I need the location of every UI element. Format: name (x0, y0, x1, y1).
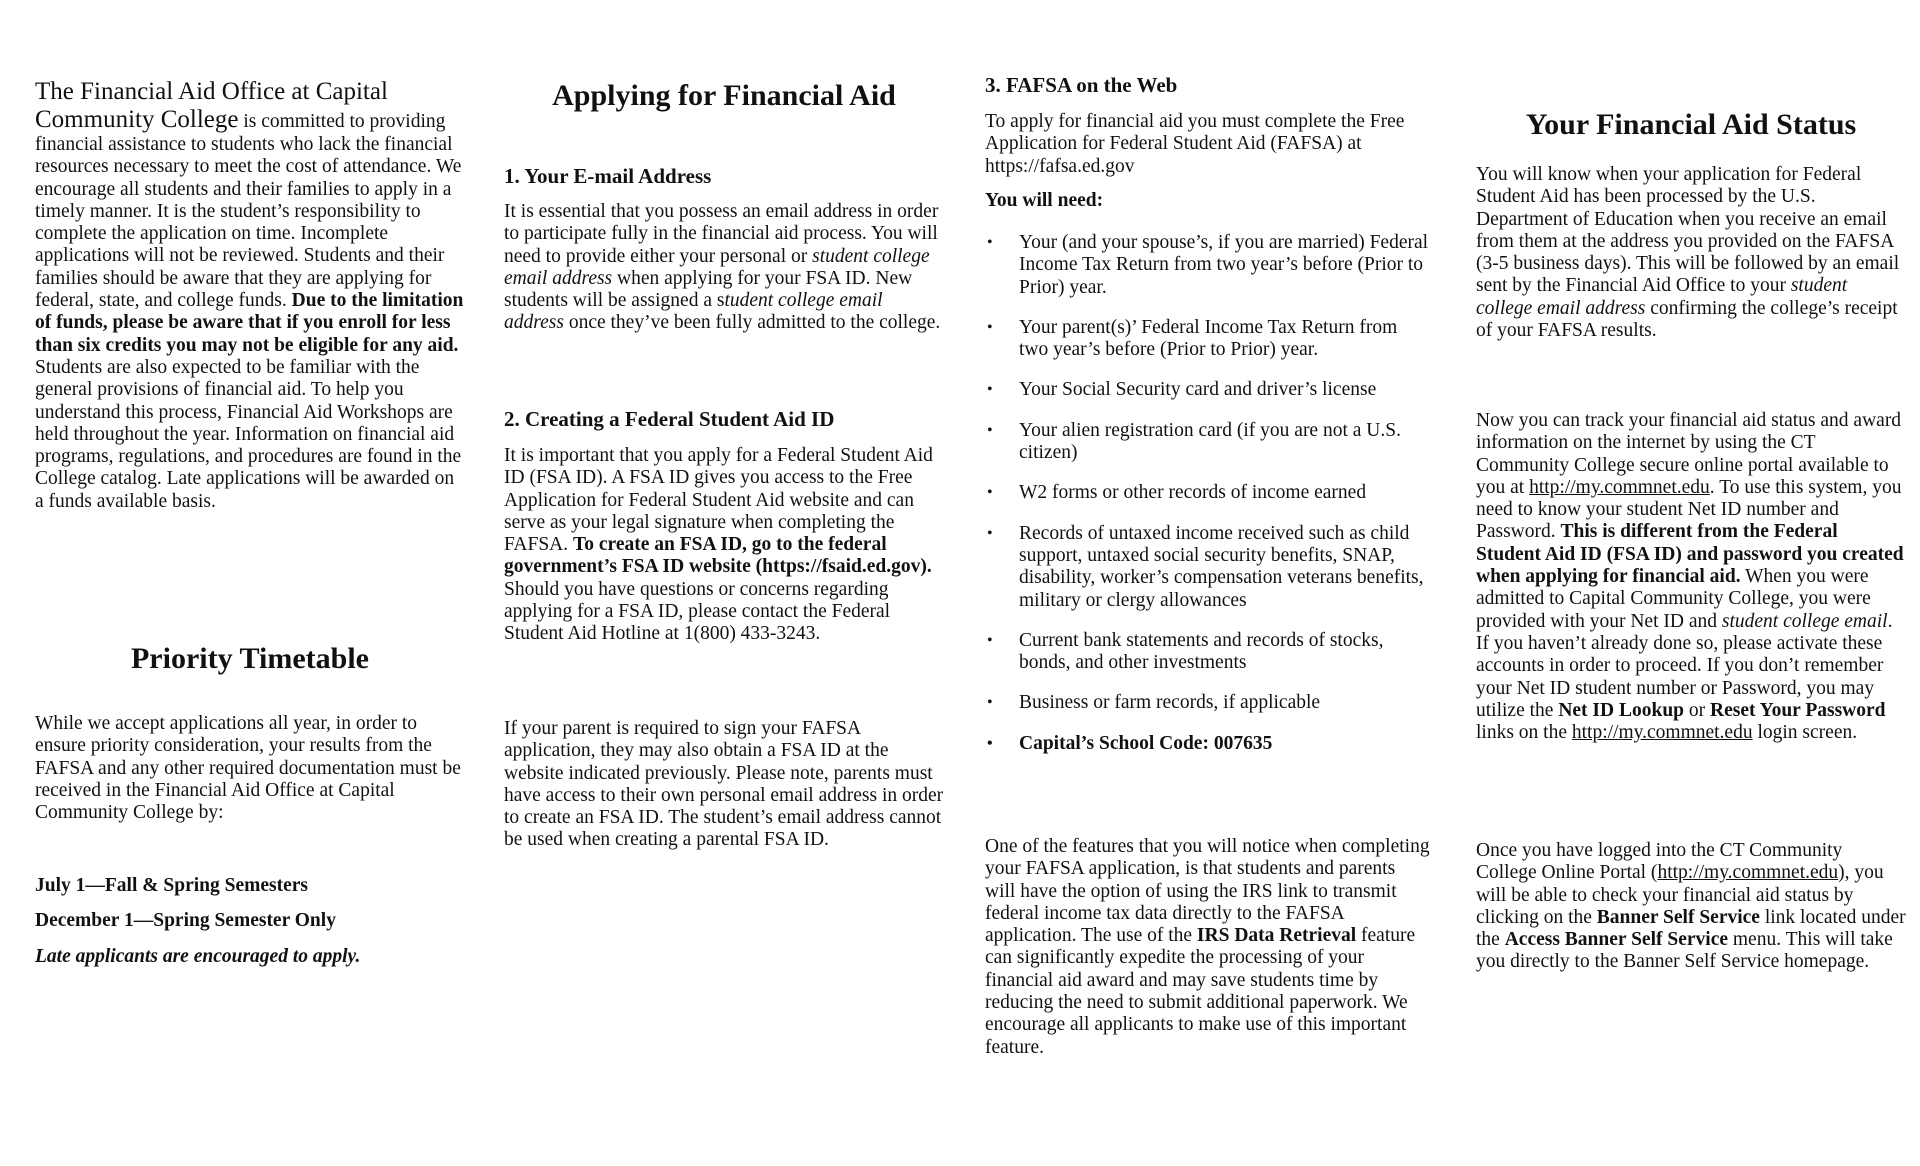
status-p2-e: or (1684, 699, 1711, 721)
intro-lead: The Financial Aid Office at Capital Community College (35, 78, 388, 133)
needed-document-text: Your Social Security card and driver’s license (1019, 379, 1377, 401)
access-banner-text: Access Banner Self Service (1504, 929, 1729, 951)
email-text-italic-1: student college email address (504, 245, 930, 289)
irs-retrieval-text (985, 836, 1430, 1059)
needed-document-item (985, 482, 1430, 504)
status-paragraph-3 (1476, 840, 1906, 974)
needed-document-text: Records of untaxed income received such as child support, untaxed social security benefits, SNAP, disability, worker’s compensation veterans benefits, military or clergy allowances (1019, 522, 1424, 611)
reset-password-text: Reset Your Password (1710, 699, 1886, 721)
needed-document-text: Capital’s School Code: 007635 (1019, 732, 1273, 754)
intro-paragraph (35, 78, 465, 513)
status-p1-italic: student college email address (1476, 275, 1848, 319)
late-applicants-note: Late applicants are encouraged to apply. (35, 946, 361, 967)
needed-document-text: Current bank statements and records of stocks, bonds, and other investments (1019, 629, 1384, 674)
fsa-text-b: Should you have questions or concerns regarding applying for a FSA ID, please contact the Federal Student Aid Hotline at 1(800) 433-3243. (504, 578, 891, 645)
bullet-icon: • (987, 734, 993, 752)
portal-link-3[interactable]: http://my.commnet.edu (1657, 862, 1839, 884)
bullet-icon: • (987, 421, 993, 439)
status-p2-italic: student college email (1721, 610, 1888, 632)
status-p2-a: Now you can track your financial aid status and award information on the internet by using the CT Community College secure online portal available to you at (1476, 410, 1902, 498)
status-p2-b: . To use this system, you need to know your student Net ID number and Password. (1476, 476, 1902, 543)
needed-document-item (985, 317, 1430, 362)
banner-self-service-text: Banner Self Service (1596, 906, 1760, 928)
priority-title: Priority Timetable (130, 642, 369, 675)
status-p3-d: menu. This will take you directly to the Banner Self Service homepage. (1476, 929, 1893, 973)
fsa-id-section-title: 2. Creating a Federal Student Aid ID (504, 407, 835, 431)
email-text-c: once they’ve been fully admitted to the college. (563, 312, 941, 334)
status-p2-d: . If you haven’t already done so, please activate these accounts in order to proceed. If you don’t remember your Net ID student number or Password, you may utilize the (1476, 610, 1893, 721)
status-p3-b: ), you will be able to check your financial aid status by clicking on the (1476, 862, 1884, 928)
bullet-icon: • (987, 631, 993, 649)
status-p2-g: login screen. (1752, 722, 1858, 744)
needed-document-item (985, 630, 1430, 675)
fsa-id-section-text (504, 445, 944, 646)
email-text-italic-2: tudent college email address (504, 290, 883, 334)
irs-text-a: One of the features that you will notice when completing your FAFSA application, is that students and parents will have the option of using the IRS link to transmit federal income tax data directly to the FAFSA application. The use of the (985, 836, 1430, 947)
you-will-need-label: You will need: (985, 190, 1104, 211)
needed-document-item (985, 379, 1430, 401)
priority-date-spring: December 1—Spring Semester Only (35, 910, 336, 931)
email-section-title: 1. Your E-mail Address (504, 164, 712, 188)
intro-warning: Due to the limitation of funds, please be aware that if you enroll for less than six credits you may not be eligible for any aid. (35, 290, 464, 356)
status-p2-f: links on the (1476, 722, 1572, 744)
status-p1-a: You will know when your application for Federal Student Aid has been processed by the U.S. Department of Education when you receive an email from them at the address you provided on the FAFSA (3-5 business days). This will be followed by an email sent by the Financial Aid Office to your (1476, 164, 1900, 297)
needed-document-text: Your parent(s)’ Federal Income Tax Return from two year’s before (Prior to Prior) year. (1019, 316, 1398, 361)
irs-text-bold: IRS Data Retrieval (1196, 925, 1357, 947)
needed-document-item (985, 232, 1430, 299)
intro-tail: Students are also expected to be familiar with the general provisions of financial aid. To help you understand this process, Financial Aid Workshops are held throughout the year. Information on financial aid programs, regulations, and procedures are found in the College catalog. Late applications will be awarded on a funds available basis. (35, 356, 462, 512)
portal-link-1[interactable]: http://my.commnet.edu (1529, 476, 1710, 498)
email-section-text (504, 201, 944, 335)
needed-document-item (985, 523, 1430, 612)
fafsa-web-title: 3. FAFSA on the Web (985, 73, 1178, 97)
irs-text-b: feature can significantly expedite the processing of your financial aid award and may save students time by reducing the need to submit additional paperwork. We encourage all applicants to make use of this important feature. (985, 925, 1416, 1058)
fafsa-web-text: To apply for financial aid you must complete the Free Application for Federal Student Aid (FAFSA) at https://fafsa.ed.gov (985, 111, 1405, 177)
portal-link-2[interactable]: http://my.commnet.edu (1571, 722, 1753, 744)
status-paragraph-1 (1476, 164, 1906, 342)
status-p2-c: When you were admitted to Capital Community College, you were provided with your Net ID and (1476, 566, 1871, 632)
bullet-icon: • (987, 234, 993, 251)
needed-document-item (985, 420, 1430, 465)
status-p3-a: Once you have logged into the CT Community College Online Portal ( (1476, 840, 1843, 884)
needed-documents-list (985, 232, 1430, 773)
intro-text: is committed to providing financial assistance to students who lack the financial resources necessary to meet the cost of attendance. We encourage all students and their families to apply in a timely manner. It is the student’s responsibility to complete the application on time. Incomplete applications will not be reviewed. Students and their families should be aware that they are applying for federal, state, and college funds. (35, 111, 462, 312)
priority-date-fall: July 1—Fall & Spring Semesters (35, 875, 308, 896)
bullet-icon: • (987, 484, 993, 502)
needed-document-item (985, 692, 1430, 714)
needed-document-text: Your alien registration card (if you are not a U.S. citizen) (1019, 419, 1401, 464)
bullet-icon: • (987, 524, 993, 542)
status-paragraph-2 (1476, 410, 1906, 744)
needed-document-text: Business or farm records, if applicable (1019, 692, 1321, 714)
fsa-text-bold: To create an FSA ID, go to the federal government’s FSA ID website (https://fsaid.ed.gov). (504, 534, 932, 578)
parent-fsa-text: If your parent is required to sign your FAFSA application, they may also obtain a FSA ID at the website indicated previously. Please note, parents must have access to their own personal email address in order to create an FSA ID. The student’s email address cannot be used when creating a parental FSA ID. (504, 718, 944, 851)
bullet-icon: • (987, 318, 993, 336)
status-p3-c: link located under the (1476, 906, 1906, 951)
status-title: Your Financial Aid Status (1525, 108, 1857, 141)
needed-document-item (985, 733, 1430, 755)
status-p2-bold: This is different from the Federal Student Aid ID (FSA ID) and password you created when applying for financial aid. (1476, 521, 1904, 588)
bullet-icon: • (987, 694, 993, 712)
email-text-b: when applying for your FSA ID. New students will be assigned a s (504, 267, 913, 312)
email-text-a: It is essential that you possess an email address in order to participate fully in the financial aid process. You will need to provide either your personal or (504, 201, 939, 267)
status-p1-b: confirming the college’s receipt of your FAFSA results. (1476, 297, 1898, 342)
needed-document-text: Your (and your spouse’s, if you are married) Federal Income Tax Return from two year’s before (Prior to Prior) year. (1019, 232, 1429, 298)
fsa-text-a: It is important that you apply for a Federal Student Aid ID (FSA ID). A FSA ID gives you access to the Free Application for Federal Student Aid website and can serve as your legal signature when completing the FAFSA. (504, 445, 933, 556)
priority-text: While we accept applications all year, in order to ensure priority consideration, your results from the FAFSA and any other required documentation must be received in the Financial Aid Office at Capital Community College by: (35, 713, 461, 824)
needed-document-text: W2 forms or other records of income earned (1019, 482, 1367, 504)
bullet-icon: • (987, 381, 993, 399)
applying-title: Applying for Financial Aid (552, 79, 896, 112)
net-id-lookup-text: Net ID Lookup (1558, 699, 1685, 721)
